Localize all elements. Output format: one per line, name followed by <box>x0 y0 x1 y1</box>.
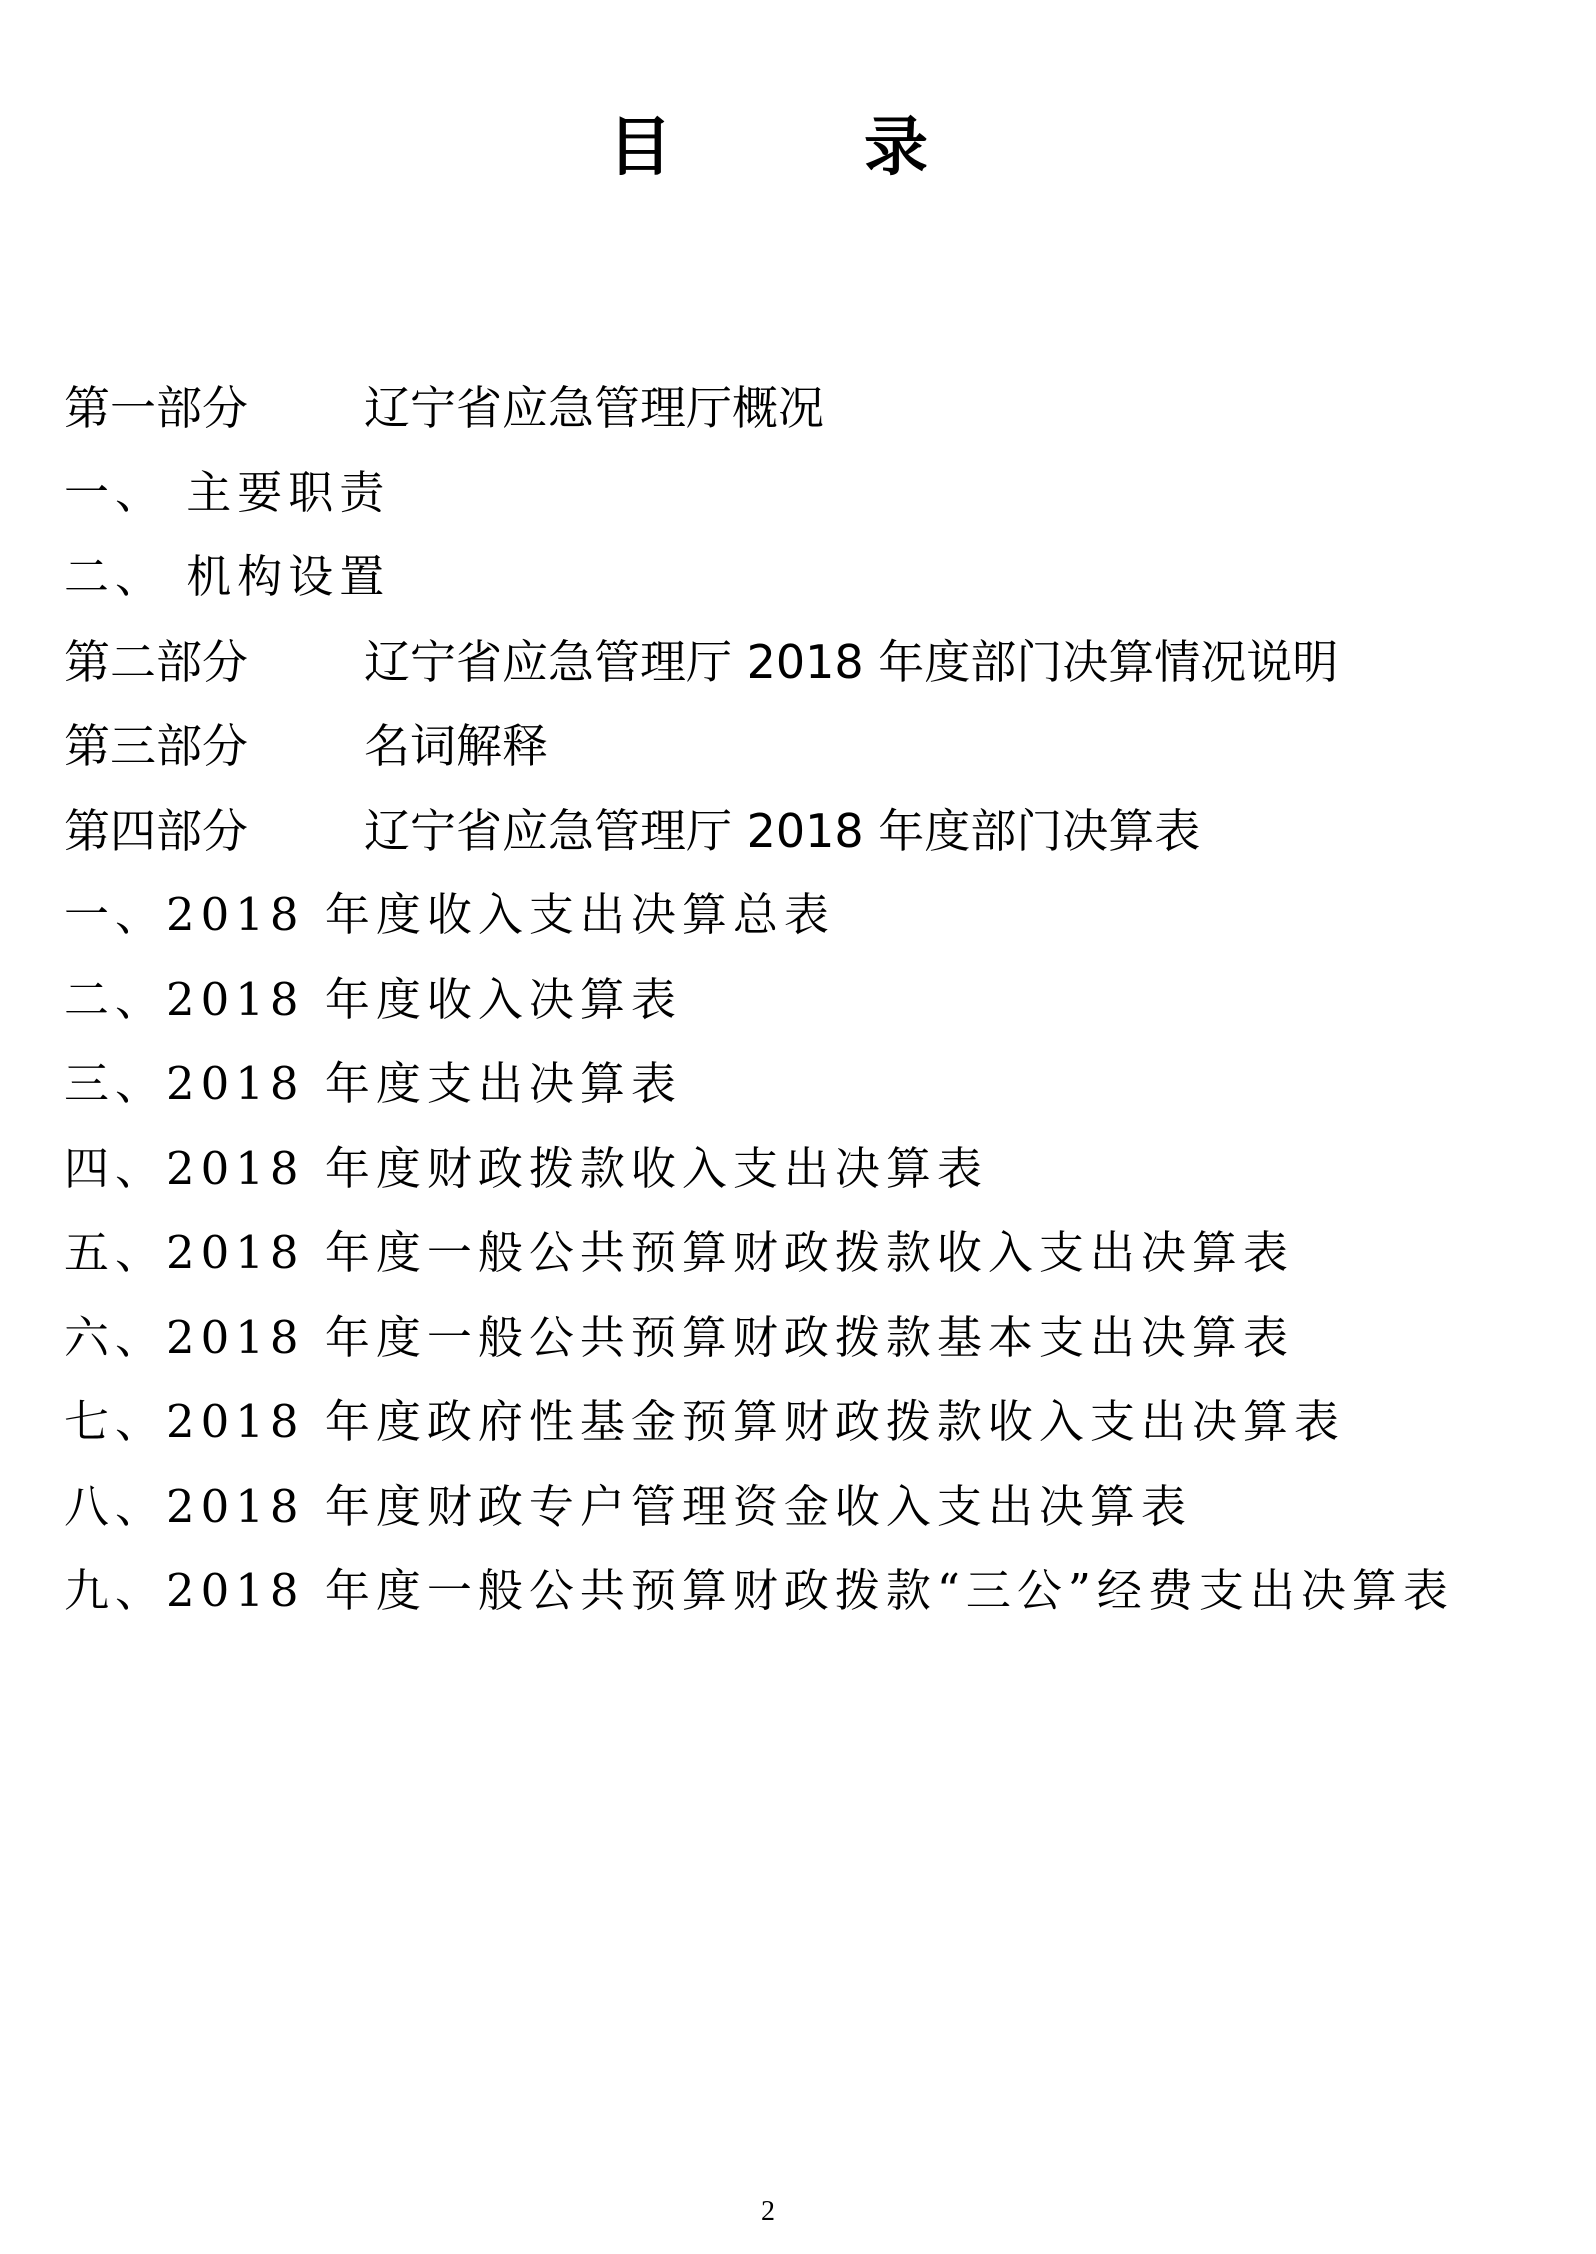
toc-item <box>64 1211 1544 1296</box>
toc-item <box>64 1380 1544 1465</box>
toc-item <box>64 1465 1544 1550</box>
toc-item <box>64 451 1544 536</box>
toc-part-title: 辽宁省应急管理厅 2018 年度部门决算表 <box>364 803 1201 858</box>
toc-item-text: 七、2018 年度政府性基金预算财政拨款收入支出决算表 <box>64 1395 1345 1448</box>
toc-item-text: 一、 主要职责 <box>64 465 391 519</box>
toc-item-text: 五、2018 年度一般公共预算财政拨款收入支出决算表 <box>64 1226 1294 1279</box>
page-title: 目 录 <box>608 111 928 185</box>
toc-part-label: 第三部分 <box>64 719 248 773</box>
toc-part-title: 辽宁省应急管理厅 2018 年度部门决算情况说明 <box>364 634 1339 689</box>
toc-item-text: 二、2018 年度收入决算表 <box>64 972 682 1026</box>
toc-part-title: 辽宁省应急管理厅概况 <box>364 381 824 435</box>
toc-item <box>64 1549 1544 1634</box>
toc-item <box>64 873 1544 958</box>
toc-part-label: 第二部分 <box>64 634 248 689</box>
toc-part-label: 第四部分 <box>64 803 248 858</box>
table-of-contents <box>64 366 1544 1634</box>
toc-part-label: 第一部分 <box>64 381 248 435</box>
toc-item <box>64 1127 1544 1212</box>
toc-item <box>64 958 1544 1043</box>
toc-item-text: 二、 机构设置 <box>64 550 391 603</box>
toc-item <box>64 1296 1544 1381</box>
toc-item <box>64 1042 1544 1127</box>
toc-item-text: 八、2018 年度财政专户管理资金收入支出决算表 <box>64 1479 1192 1533</box>
toc-item-text: 六、2018 年度一般公共预算财政拨款基本支出决算表 <box>64 1310 1294 1364</box>
toc-part-1 <box>64 366 1544 451</box>
toc-item-text: 九、2018 年度一般公共预算财政拨款“三公”经费支出决算表 <box>64 1564 1454 1617</box>
toc-part-4 <box>64 789 1544 874</box>
toc-part-3 <box>64 704 1544 789</box>
toc-item-text: 四、2018 年度财政拨款收入支出决算表 <box>64 1141 988 1195</box>
toc-item-text: 三、2018 年度支出决算表 <box>64 1057 682 1110</box>
toc-item-text: 一、2018 年度收入支出决算总表 <box>64 888 835 941</box>
toc-part-title: 名词解释 <box>364 719 548 773</box>
page-number: 2 <box>761 2196 775 2227</box>
toc-part-2 <box>64 620 1544 705</box>
toc-item <box>64 535 1544 620</box>
